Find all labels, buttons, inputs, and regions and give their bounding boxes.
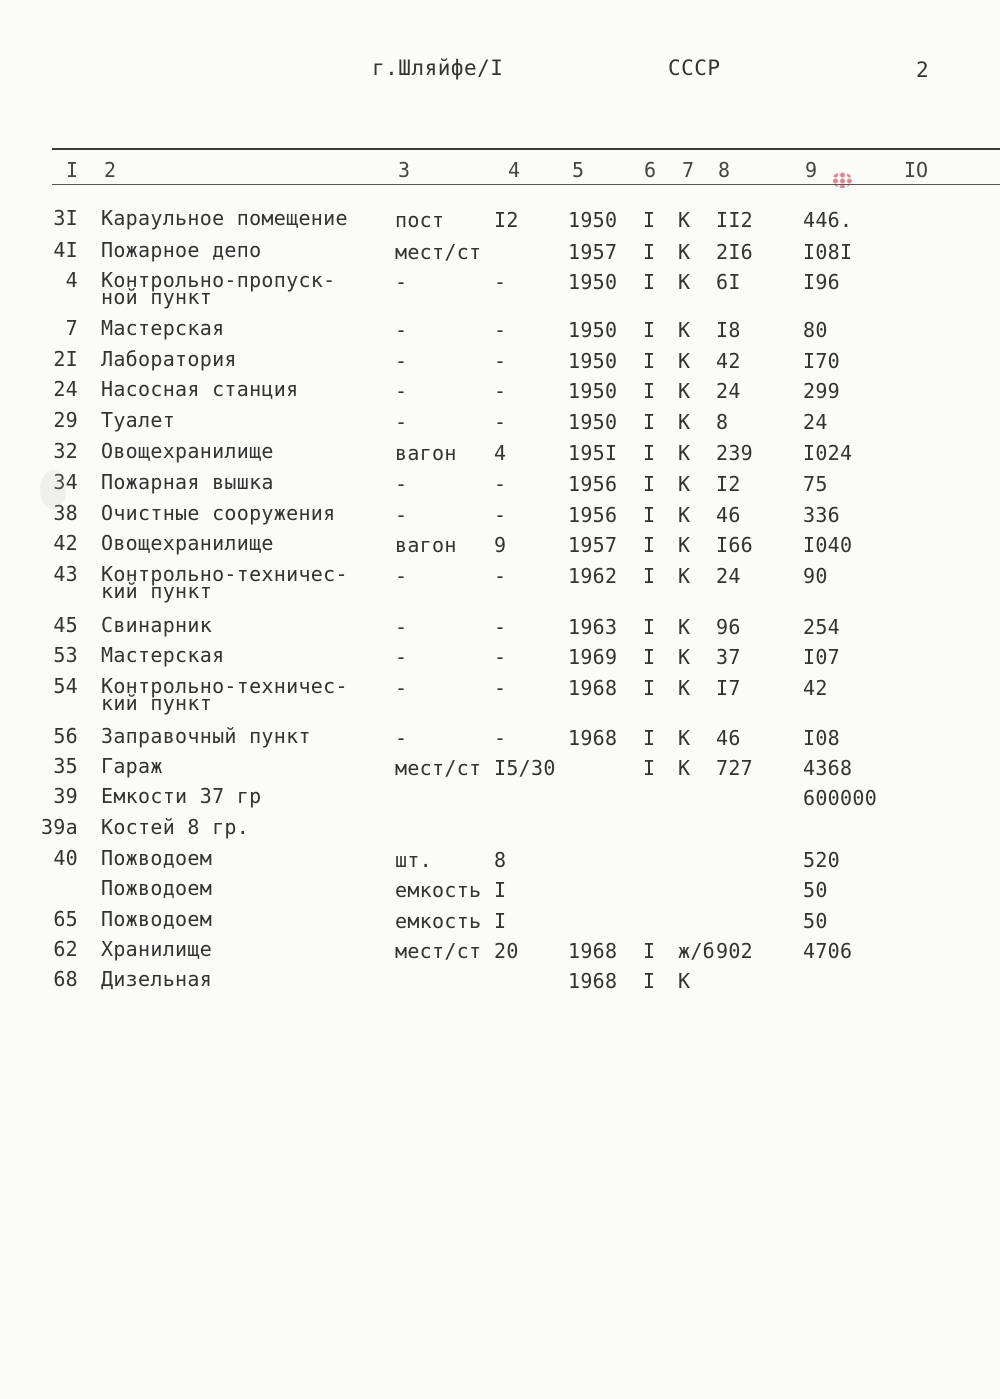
row-number: 39 (53, 784, 78, 808)
item-col7: К (678, 410, 691, 434)
item-col9: 600000 (803, 786, 878, 810)
item-name: Контрольно-пропуск- ной пункт (101, 268, 336, 309)
item-col8: II2 (716, 208, 754, 232)
row-number: 54 (53, 674, 78, 698)
item-col7: К (678, 441, 691, 465)
item-col7: К (678, 318, 691, 342)
item-col9: 75 (803, 472, 828, 496)
item-col9: I07 (803, 645, 841, 669)
item-quantity: 20 (494, 939, 519, 963)
item-col8: 96 (716, 615, 741, 639)
column-header-7: 7 (682, 158, 695, 182)
item-quantity: I (494, 909, 507, 933)
item-col9: 50 (803, 878, 828, 902)
item-col9: 42 (803, 676, 828, 700)
item-name: Мастерская (101, 316, 225, 340)
item-col6: I (643, 533, 656, 557)
item-col7: ж/б (678, 939, 716, 963)
item-col6: I (643, 472, 656, 496)
item-year: 1950 (568, 208, 618, 232)
column-header-9: 9 (805, 158, 818, 182)
item-quantity: - (494, 726, 507, 750)
header-country: СССР (668, 56, 721, 80)
item-quantity: - (494, 379, 507, 403)
item-unit: - (395, 615, 408, 639)
item-col7: К (678, 349, 691, 373)
row-number: 4 (65, 268, 78, 292)
row-number: 39а (40, 815, 78, 839)
item-unit: пост (395, 208, 445, 232)
row-number: 68 (53, 967, 78, 991)
row-number: 45 (53, 613, 78, 637)
item-col9: 90 (803, 564, 828, 588)
row-number: 32 (53, 439, 78, 463)
item-col9: I040 (803, 533, 853, 557)
item-col6: I (643, 645, 656, 669)
item-unit: - (395, 676, 408, 700)
item-col6: I (643, 208, 656, 232)
item-col7: К (678, 533, 691, 557)
item-name: Пожарная вышка (101, 470, 274, 494)
item-quantity: - (494, 349, 507, 373)
item-col6: I (643, 726, 656, 750)
item-name: Хранилище (101, 937, 213, 961)
item-name: Гараж (101, 754, 163, 778)
item-col9: I96 (803, 270, 841, 294)
item-name: Пожводоем (101, 907, 213, 931)
item-col7: К (678, 645, 691, 669)
item-col8: I2 (716, 472, 741, 496)
item-unit: - (395, 379, 408, 403)
header-rule-bottom (52, 184, 1000, 185)
item-name: Пожарное депо (101, 238, 262, 262)
item-col6: I (643, 349, 656, 373)
item-name: Туалет (101, 408, 176, 432)
item-quantity: - (494, 503, 507, 527)
item-col6: I (643, 379, 656, 403)
item-quantity: 8 (494, 848, 507, 872)
item-col7: К (678, 676, 691, 700)
item-col6: I (643, 318, 656, 342)
row-number: 34 (53, 470, 78, 494)
item-col9: 446. (803, 208, 853, 232)
item-quantity: - (494, 472, 507, 496)
item-col7: К (678, 503, 691, 527)
column-header-5: 5 (572, 158, 585, 182)
item-year: 1950 (568, 349, 618, 373)
item-unit: вагон (395, 533, 457, 557)
item-col6: I (643, 676, 656, 700)
item-year: 1957 (568, 240, 618, 264)
item-quantity: - (494, 410, 507, 434)
row-number: 43 (53, 562, 78, 586)
item-unit: - (395, 472, 408, 496)
red-ink-marks (832, 172, 852, 188)
item-col9: 4706 (803, 939, 853, 963)
item-unit: - (395, 349, 408, 373)
item-col7: К (678, 969, 691, 993)
item-col8: 239 (716, 441, 754, 465)
header-rule-top (52, 148, 1000, 150)
row-number: 3I (53, 206, 78, 230)
item-col9: I08 (803, 726, 841, 750)
item-col9: I024 (803, 441, 853, 465)
item-col8: 902 (716, 939, 754, 963)
item-name: Контрольно-техничес- кий пункт (101, 674, 348, 715)
row-number: 35 (53, 754, 78, 778)
item-col7: К (678, 208, 691, 232)
item-col9: 80 (803, 318, 828, 342)
item-col8: 727 (716, 756, 754, 780)
item-name: Свинарник (101, 613, 213, 637)
item-year: 1950 (568, 270, 618, 294)
header-place: г.Шляйфе/I (372, 56, 504, 80)
item-year: 1950 (568, 318, 618, 342)
item-unit: емкость (395, 909, 482, 933)
item-name: Насосная станция (101, 377, 299, 401)
item-quantity: 9 (494, 533, 507, 557)
row-number: 2I (53, 347, 78, 371)
item-year: 1968 (568, 969, 618, 993)
item-col7: К (678, 756, 691, 780)
item-unit: - (395, 503, 408, 527)
item-unit: емкость (395, 878, 482, 902)
item-col6: I (643, 615, 656, 639)
item-col8: I7 (716, 676, 741, 700)
item-unit: мест/ст (395, 939, 482, 963)
item-col8: 24 (716, 564, 741, 588)
item-unit: - (395, 726, 408, 750)
paper-smudge (40, 470, 66, 510)
item-col7: К (678, 564, 691, 588)
item-unit: - (395, 645, 408, 669)
item-col8: 24 (716, 379, 741, 403)
item-col9: 520 (803, 848, 841, 872)
page-number: 2 (916, 58, 930, 82)
item-col9: 299 (803, 379, 841, 403)
item-quantity: I5/30 (494, 756, 556, 780)
item-unit: - (395, 318, 408, 342)
item-name: Пожводоем (101, 876, 213, 900)
row-number: 29 (53, 408, 78, 432)
item-year: 1968 (568, 726, 618, 750)
item-col7: К (678, 240, 691, 264)
item-unit: - (395, 564, 408, 588)
item-year: 1950 (568, 410, 618, 434)
item-col8: 8 (716, 410, 729, 434)
item-quantity: 4 (494, 441, 507, 465)
item-unit: мест/ст (395, 240, 482, 264)
column-header-2: 2 (104, 158, 117, 182)
item-year: 1968 (568, 939, 618, 963)
column-header-10: IO (904, 158, 929, 182)
item-name: Лаборатория (101, 347, 237, 371)
item-col7: К (678, 270, 691, 294)
item-col6: I (643, 939, 656, 963)
item-name: Контрольно-техничес- кий пункт (101, 562, 348, 603)
item-col6: I (643, 756, 656, 780)
item-unit: мест/ст (395, 756, 482, 780)
row-number: 4I (53, 238, 78, 262)
item-name: Дизельная (101, 967, 213, 991)
item-name: Пожводоем (101, 846, 213, 870)
row-number: 7 (65, 316, 78, 340)
item-col8: 37 (716, 645, 741, 669)
item-quantity: - (494, 564, 507, 588)
item-quantity: - (494, 615, 507, 639)
item-col8: I8 (716, 318, 741, 342)
item-name: Караульное помещение (101, 206, 348, 230)
column-header-3: 3 (398, 158, 411, 182)
item-quantity: - (494, 270, 507, 294)
item-col8: I66 (716, 533, 754, 557)
item-year: 1950 (568, 379, 618, 403)
item-col9: I08I (803, 240, 853, 264)
item-col9: 4368 (803, 756, 853, 780)
item-col9: 24 (803, 410, 828, 434)
item-unit: вагон (395, 441, 457, 465)
item-col6: I (643, 969, 656, 993)
item-year: 1956 (568, 503, 618, 527)
item-name: Овощехранилище (101, 439, 274, 463)
row-number: 62 (53, 937, 78, 961)
item-year: 1968 (568, 676, 618, 700)
item-col7: К (678, 472, 691, 496)
item-unit: - (395, 270, 408, 294)
item-col9: 254 (803, 615, 841, 639)
item-col8: 6I (716, 270, 741, 294)
item-col6: I (643, 564, 656, 588)
row-number: 56 (53, 724, 78, 748)
item-col8: 42 (716, 349, 741, 373)
item-year: 1957 (568, 533, 618, 557)
row-number: 24 (53, 377, 78, 401)
item-col8: 46 (716, 503, 741, 527)
row-number: 42 (53, 531, 78, 555)
item-year: 1963 (568, 615, 618, 639)
item-col7: К (678, 379, 691, 403)
item-quantity: I (494, 878, 507, 902)
item-name: Емкости 37 гр (101, 784, 262, 808)
row-number: 65 (53, 907, 78, 931)
item-year: 1956 (568, 472, 618, 496)
item-quantity: I2 (494, 208, 519, 232)
item-col6: I (643, 270, 656, 294)
item-quantity: - (494, 318, 507, 342)
item-col8: 2I6 (716, 240, 754, 264)
row-number: 40 (53, 846, 78, 870)
column-header-8: 8 (718, 158, 731, 182)
item-name: Костей 8 гр. (101, 815, 250, 839)
item-name: Заправочный пункт (101, 724, 311, 748)
item-col6: I (643, 441, 656, 465)
item-col9: 50 (803, 909, 828, 933)
item-quantity: - (494, 676, 507, 700)
column-header-6: 6 (644, 158, 657, 182)
item-name: Овощехранилище (101, 531, 274, 555)
item-year: 1962 (568, 564, 618, 588)
item-col9: I70 (803, 349, 841, 373)
row-number: 38 (53, 501, 78, 525)
item-col7: К (678, 615, 691, 639)
item-col8: 46 (716, 726, 741, 750)
item-col6: I (643, 503, 656, 527)
row-number: 53 (53, 643, 78, 667)
column-header-1: I (66, 158, 79, 182)
item-col6: I (643, 240, 656, 264)
item-quantity: - (494, 645, 507, 669)
item-col6: I (643, 410, 656, 434)
item-name: Мастерская (101, 643, 225, 667)
item-year: 1969 (568, 645, 618, 669)
item-col7: К (678, 726, 691, 750)
item-unit: шт. (395, 848, 433, 872)
item-name: Очистные сооружения (101, 501, 336, 525)
item-col9: 336 (803, 503, 841, 527)
item-unit: - (395, 410, 408, 434)
column-header-4: 4 (508, 158, 521, 182)
item-year: 195I (568, 441, 618, 465)
